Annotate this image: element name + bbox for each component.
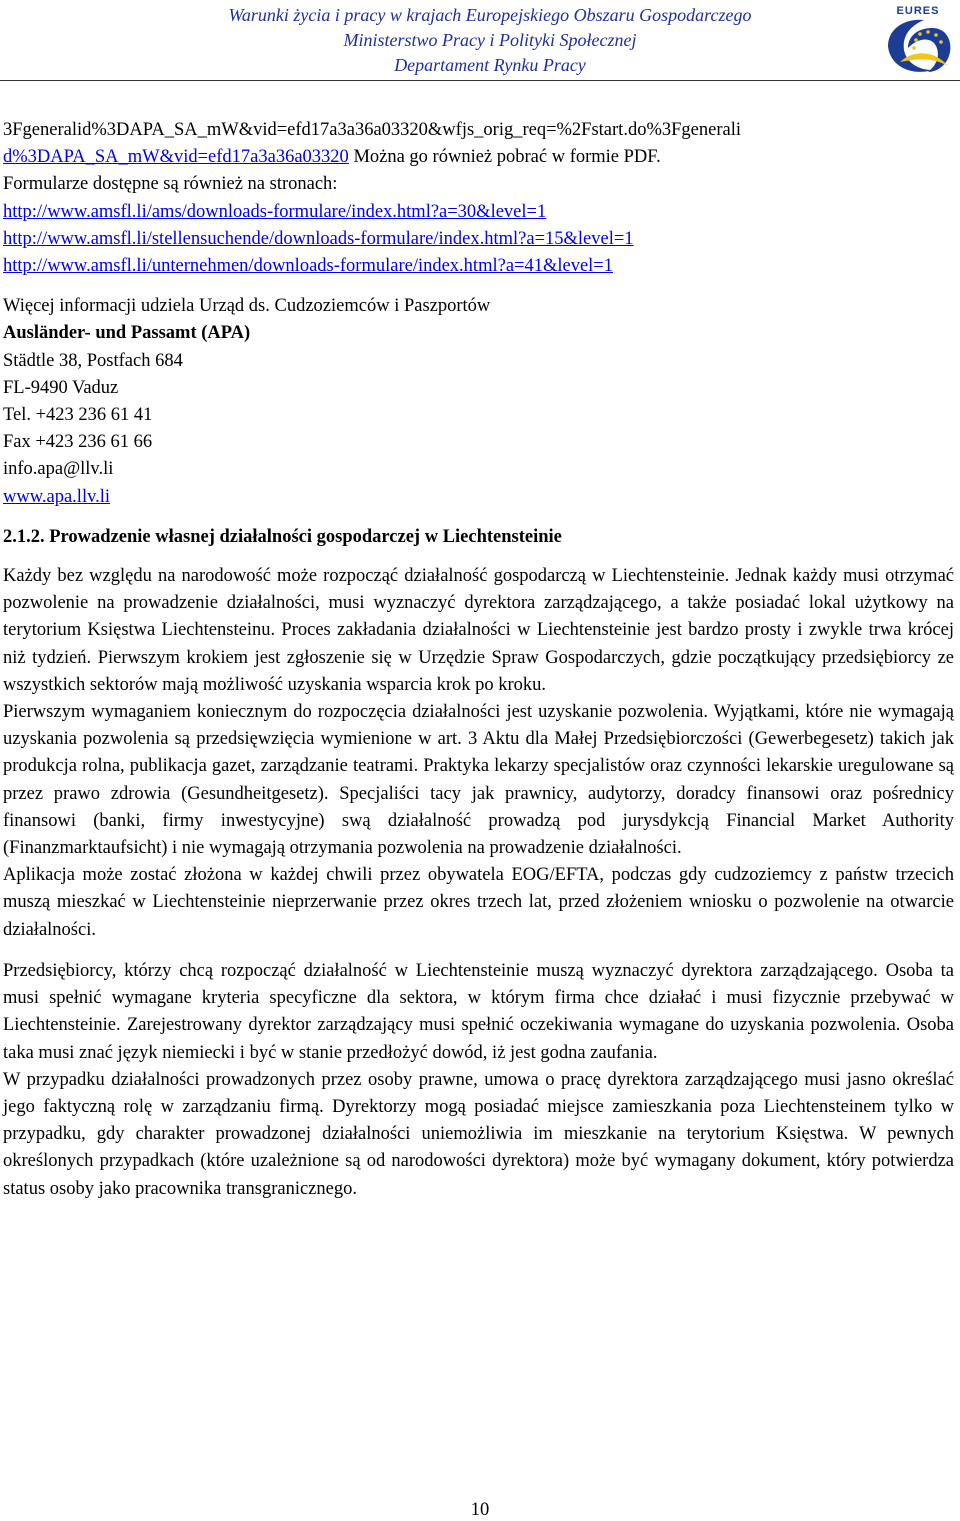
header-line-title: Warunki życia i pracy w krajach Europejskiego Obszaru Gospodarczego	[228, 5, 752, 25]
eures-logo	[880, 2, 956, 78]
forms-link-row-1	[3, 199, 954, 226]
header-line-department: Departament Rynku Pracy	[394, 55, 586, 75]
spacer	[3, 944, 954, 958]
contact-office-name: Ausländer- und Passamt (APA)	[3, 323, 251, 344]
forms-link-ams[interactable]: http://www.amsfl.li/ams/downloads-formulare/index.html?a=30&level=1	[3, 201, 547, 222]
paragraph-2: Pierwszym wymaganiem koniecznym do rozpoczęcia działalności jest uzyskanie pozwolenia. Wyjątkami, które nie wymagają uzyskania pozwolenia są przedsięwzięcia wymienione w art. 3 Aktu dla Małej Przedsiębiorczości (Gewerbegesetz) takich jak produkcja rolna, publikacja gazet, zarządzanie teatrami. Praktyka lekarzy specjalistów oraz czynności lekarskie uregulowane są przez prawo zdrowia (Gesundheitgesetz). Specjaliści tacy jak prawnicy, audytorzy, doradcy finansowi oraz pośrednicy finansowi (banki, firmy inwestycyjne) swą działalność prowadzą pod jurysdykcją Financial Market Authority (Finanzmarktaufsicht) i nie wymagają otrzymania pozwolenia na prowadzenie działalności.	[3, 702, 954, 859]
paragraph-5: W przypadku działalności prowadzonych przez osoby prawne, umowa o pracę dyrektora zarządzającego musi jasno określać jego faktyczną rolę w zarządzaniu firmą. Dyrektorzy mogą posiadać miejsce zamieszkania poza Liechtensteinem tylko w przypadku, gdy charakter prowadzonej działalności uniemożliwia im mieszkanie na terytorium Księstwa. W pewnych określonych przypadkach (które uzależnione są od narodowości dyrektora) może być wymagany dokument, który potwierdza status osoby jako pracownika transgranicznego.	[3, 1069, 954, 1199]
forms-link-row-3	[3, 253, 954, 280]
url-end-line	[3, 144, 954, 171]
header-text	[150, 3, 830, 78]
paragraph-1: Każdy bez względu na narodowość może rozpocząć działalność gospodarczą w Liechtensteinie. Jednak każdy musi otrzymać pozwolenie na prowadzenie działalności, musi wyznaczyć dyrektora zarządzającego, a także posiadać lokal użytkowy na terytorium Księstwa Liechtensteinu. Proces zakładania działalności w Liechtensteinie jest bardzo prosty i zwykle trwa krócej niż tydzień. Pierwszym krokiem jest zgłoszenie się w Urzędzie Spraw Gospodarczych, gdzie początkujący przedsiębiorcy ze wszystkich sektorów mają możliwość uzyskania wsparcia krok po kroku.	[3, 566, 954, 695]
page-header	[0, 0, 960, 80]
contact-fax: Fax +423 236 61 66	[3, 432, 153, 453]
contact-address-city: FL-9490 Vaduz	[3, 377, 119, 398]
url-continuation-link[interactable]: d%3DAPA_SA_mW&vid=efd17a3a36a03320	[3, 147, 349, 168]
spacer	[3, 280, 954, 293]
spacer	[3, 551, 954, 563]
contact-address-street: Städtle 38, Postfach 684	[3, 350, 183, 371]
contact-intro: Więcej informacji udziela Urząd ds. Cudzoziemców i Paszportów	[3, 296, 491, 317]
eures-logo-text: EURES	[896, 5, 940, 17]
header-line-ministry: Ministerstwo Pracy i Polityki Społecznej	[343, 30, 637, 50]
document-body	[3, 117, 954, 1203]
contact-email: info.apa@llv.li	[3, 459, 114, 480]
spacer	[3, 511, 954, 524]
forms-intro: Formularze dostępne są również na stronach:	[3, 174, 338, 195]
contact-phone: Tel. +423 236 61 41	[3, 405, 153, 426]
url-continuation-line: 3Fgeneralid%3DAPA_SA_mW&vid=efd17a3a36a03320&wfjs_orig_req=%2Fstart.do%3Fgenerali	[3, 120, 741, 140]
contact-web-row	[3, 484, 954, 511]
forms-link-unternehmen[interactable]: http://www.amsfl.li/unternehmen/downloads-formulare/index.html?a=41&level=1	[3, 256, 613, 277]
page-number: 10	[470, 1500, 490, 1520]
forms-link-stellensuchende[interactable]: http://www.amsfl.li/stellensuchende/downloads-formulare/index.html?a=15&level=1	[3, 228, 634, 249]
contact-website-link[interactable]: www.apa.llv.li	[3, 486, 111, 507]
section-heading: 2.1.2. Prowadzenie własnej działalności gospodarczej w Liechtensteinie	[3, 526, 562, 547]
pdf-note: Można go również pobrać w formie PDF.	[348, 147, 661, 168]
paragraph-4: Przedsiębiorcy, którzy chcą rozpocząć działalność w Liechtensteinie muszą wyznaczyć dyrektora zarządzającego. Osoba ta musi spełnić wymagane kryteria specyficzne dla sektora, w którym firma chce działać i musi fizycznie przebywać w Liechtensteinie. Zarejestrowany dyrektor zarządzający musi spełnić oczekiwania wymagane do uzyskania pozwolenia. Osoba taka musi znać język niemiecki i być w stanie przedłożyć dowód, iż jest godna zaufania.	[3, 960, 954, 1063]
paragraph-3: Aplikacja może zostać złożona w każdej chwili przez obywatela EOG/EFTA, podczas gdy cudzoziemcy z państw trzecich muszą mieszkać w Liechtensteinie nieprzerwanie przez okres trzech lat, przed złożeniem wniosku o pozwolenie na otwarcie działalności.	[3, 865, 954, 940]
forms-link-row-2	[3, 226, 954, 253]
header-divider	[0, 80, 960, 81]
